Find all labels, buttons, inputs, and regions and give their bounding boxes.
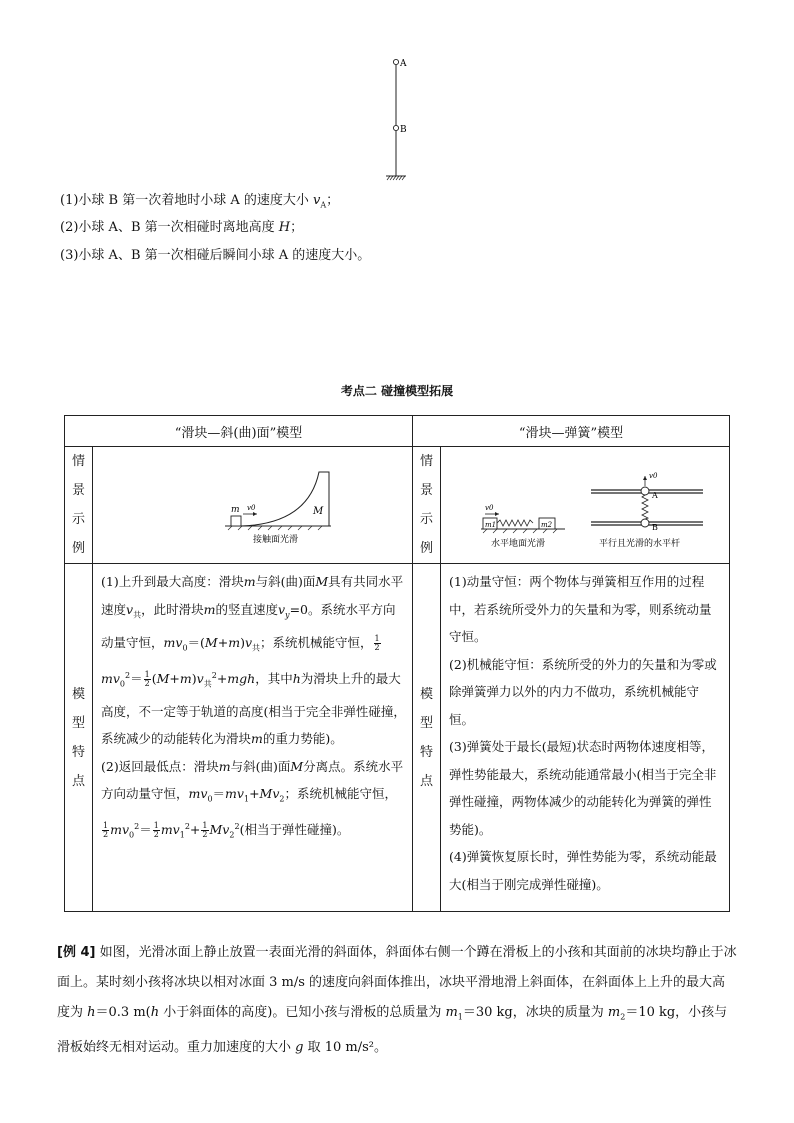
label-b: B [400, 125, 407, 135]
fig-slider-slope-cell [93, 447, 413, 564]
ring-a [641, 487, 649, 495]
spring-ground [497, 520, 533, 526]
rod-diagram [380, 50, 420, 185]
svg-text:v0: v0 [247, 503, 256, 512]
svg-text:v0: v0 [485, 503, 494, 512]
label-a: A [400, 59, 407, 69]
svg-text:m1: m1 [485, 520, 497, 529]
ring-b [641, 519, 649, 527]
svg-text:水平地面光滑: 水平地面光滑 [491, 538, 546, 549]
example-label: [例 4] [57, 945, 96, 960]
row1-label-right: 情 景 示 例 [413, 447, 441, 564]
col2-header: “滑块—弹簧”模型 [413, 416, 730, 447]
row2-label-left: 模 型 特 点 [65, 564, 93, 912]
slider-spring-figure [441, 448, 730, 560]
block-m [231, 516, 241, 526]
fig-slider-spring-cell [441, 447, 730, 564]
question-3: (3)小球 A、B 第一次相碰后瞬间小球 A 的速度大小。 [60, 248, 371, 263]
svg-text:m2: m2 [541, 520, 553, 529]
question-1: (1)小球 B 第一次着地时小球 A 的速度大小 $v_A$； [60, 193, 340, 210]
row2-label-right: 模 型 特 点 [413, 564, 441, 912]
slider-slope-features: (1)上升到最大高度：滑块m与斜(曲)面M具有共同水平速度$v_共$，此时滑块m的竖直速度$v_y=0$。系统水平方向动量守恒，$mv_0=(M+m)v_共$；系统机械能守恒， $\frac{1}{2}$ $mv_0^2=$ $\frac{1}{2}$ $(M+m)v_共^2+mgh$，其中h为滑块上升的最大高度，不一定等于轨道的高度(相当于完全非弹性碰撞，系统减少的动能转化为滑块m的重力势能)。 (2)返回最低点：滑块m与斜(曲)面M分离点。系统水平方向动量守恒，$mv_0=mv_1+Mv_2$；系统机械能守恒， $\frac{1}{2}$ $mv_0^2=$ $\frac{1}{2}$ $mv_1^2+$ $\frac{1}{2}$ $Mv_2^2$(相当于弹性碰撞)。 [93, 564, 413, 912]
svg-text:M: M [313, 505, 324, 517]
svg-text:A: A [652, 490, 658, 500]
col1-header: “滑块—斜(曲)面”模型 [65, 416, 413, 447]
slider-spring-features: (1)动量守恒：两个物体与弹簧相互作用的过程中，若系统所受外力的矢量和为零，则系统动量守恒。 (2)机械能守恒：系统所受的外力的矢量和为零或除弹簧弹力以外的内力不做功，系统机械能守恒。 (3)弹簧处于最长(最短)状态时两物体速度相等，弹性势能最大，系统动能通常最小(相当于完全非弹性碰撞，两物体减少的动能转化为弹簧的弹性势能)。 (4)弹簧恢复原长时，弹性势能为零，系统动能最大(相当于刚完成弹性碰撞)。 [441, 564, 730, 912]
ball-a [393, 59, 398, 64]
model-table [64, 415, 730, 912]
svg-text:平行且光滑的水平杆: 平行且光滑的水平杆 [599, 538, 681, 549]
svg-text:接触面光滑: 接触面光滑 [253, 534, 299, 545]
example-4: [例 4] 如图，光滑冰面上静止放置一表面光滑的斜面体，斜面体右侧一个蹲在滑板上的小孩和其面前的冰块均静止于冰面上。某时刻小孩将冰块以相对冰面 3 m/s 的速度向斜面体推出，冰块平滑地滑上斜面体，在斜面体上上升的最大高度为 h＝0.3 m(h 小于斜面体的高度)。已知小孩与滑板的总质量为 $m_1=30$ kg，冰块的质量为 $m_2=10$ kg，小孩与滑板始终无相对运动。重力加速度的大小 g 取 10 m/s²。 [57, 945, 737, 1055]
section-title: 考点二 碰撞模型拓展 [340, 384, 454, 398]
ball-b [393, 125, 398, 130]
svg-text:B: B [652, 522, 658, 532]
slider-slope-figure [93, 448, 413, 560]
svg-text:v0: v0 [649, 471, 658, 480]
question-2: (2)小球 A、B 第一次相碰时离地高度 H； [60, 220, 304, 235]
svg-text:m: m [231, 504, 240, 515]
row1-label-left: 情 景 示 例 [65, 447, 93, 564]
spring-rod [642, 495, 648, 519]
